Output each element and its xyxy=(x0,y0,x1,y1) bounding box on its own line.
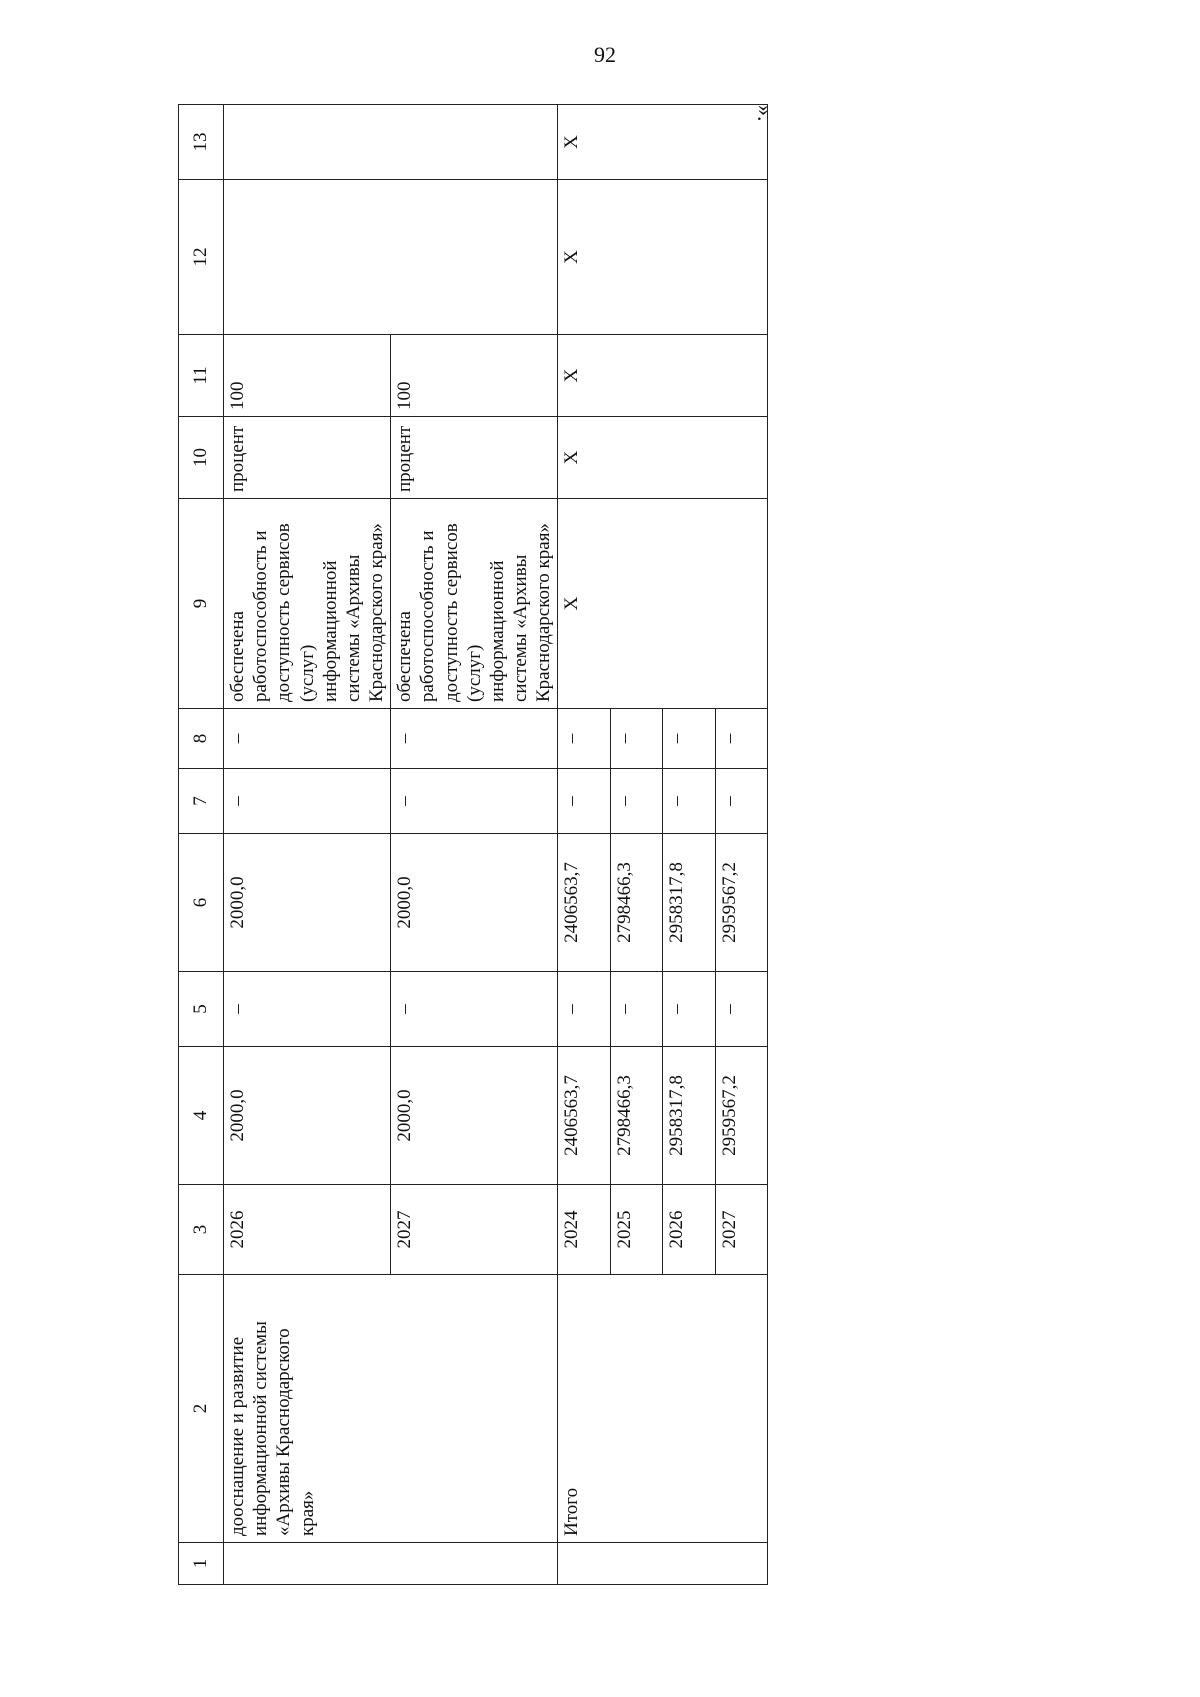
column-header: 3 xyxy=(179,1185,224,1275)
column-header: 7 xyxy=(179,769,224,834)
value-cell: – xyxy=(610,972,662,1047)
total-cell: 2406563,7 xyxy=(558,1047,610,1185)
total-cell: 2798466,3 xyxy=(610,1047,662,1185)
total-cell: 2000,0 xyxy=(224,1047,391,1185)
total-cell: 2000,0 xyxy=(391,1047,558,1185)
not-applicable-cell: Х xyxy=(558,335,768,417)
empty-cell xyxy=(224,105,558,180)
value-cell: – xyxy=(224,972,391,1047)
indicator-value-cell: 100 xyxy=(224,335,391,417)
column-header: 2 xyxy=(179,1275,224,1543)
value-cell: – xyxy=(663,709,715,769)
header-row xyxy=(179,105,224,1585)
value-cell: – xyxy=(224,709,391,769)
value-cell: – xyxy=(558,972,610,1047)
not-applicable-cell: Х xyxy=(558,499,768,709)
column-header: 6 xyxy=(179,834,224,972)
total-cell: 2959567,2 xyxy=(715,1047,767,1185)
result-cell: обеспечена работоспособность и доступность сервисов (услуг) информационной системы «Архивы Краснодарского края» xyxy=(224,499,391,709)
value-cell: – xyxy=(224,769,391,834)
empty-cell xyxy=(224,180,558,335)
value-cell: 2406563,7 xyxy=(558,834,610,972)
value-cell: – xyxy=(391,769,558,834)
total-cell: 2958317,8 xyxy=(663,1047,715,1185)
value-cell: – xyxy=(715,769,767,834)
year-cell: 2027 xyxy=(391,1185,558,1275)
not-applicable-cell: Х xyxy=(558,105,768,180)
closing-quote: ». xyxy=(753,105,778,122)
total-label-cell: Итого xyxy=(558,1275,768,1543)
result-cell: обеспечена работоспособность и доступность сервисов (услуг) информационной системы «Архивы Краснодарского края» xyxy=(391,499,558,709)
value-cell: – xyxy=(715,972,767,1047)
year-cell: 2027 xyxy=(715,1185,767,1275)
value-cell: 2798466,3 xyxy=(610,834,662,972)
not-applicable-cell: Х xyxy=(558,180,768,335)
column-header: 8 xyxy=(179,709,224,769)
not-applicable-cell: Х xyxy=(558,417,768,499)
value-cell: – xyxy=(663,769,715,834)
value-cell: – xyxy=(391,972,558,1047)
value-cell: – xyxy=(391,709,558,769)
table-row xyxy=(224,105,391,1585)
value-cell: 2958317,8 xyxy=(663,834,715,972)
value-cell: – xyxy=(715,709,767,769)
year-cell: 2026 xyxy=(224,1185,391,1275)
unit-cell: процент xyxy=(391,417,558,499)
total-row xyxy=(558,105,610,1585)
year-cell: 2026 xyxy=(663,1185,715,1275)
value-cell: 2959567,2 xyxy=(715,834,767,972)
column-header: 1 xyxy=(179,1543,224,1585)
year-cell: 2025 xyxy=(610,1185,662,1275)
event-name-cell: дооснащение и развитие информационной системы «Архивы Краснодарского края» xyxy=(224,1275,558,1543)
column-header: 13 xyxy=(179,105,224,180)
column-header: 9 xyxy=(179,499,224,709)
rotated-table-container xyxy=(178,105,768,1585)
unit-cell: процент xyxy=(224,417,391,499)
value-cell: – xyxy=(558,709,610,769)
value-cell: – xyxy=(610,769,662,834)
value-cell: – xyxy=(558,769,610,834)
value-cell: 2000,0 xyxy=(224,834,391,972)
year-cell: 2024 xyxy=(558,1185,610,1275)
column-header: 4 xyxy=(179,1047,224,1185)
row-number-cell xyxy=(558,1543,768,1585)
column-header: 10 xyxy=(179,417,224,499)
page-number: 92 xyxy=(594,42,616,67)
column-header: 11 xyxy=(179,335,224,417)
column-header: 12 xyxy=(179,180,224,335)
value-cell: – xyxy=(610,709,662,769)
column-header: 5 xyxy=(179,972,224,1047)
value-cell: 2000,0 xyxy=(391,834,558,972)
program-table xyxy=(178,104,768,1585)
row-number-cell xyxy=(224,1543,558,1585)
value-cell: – xyxy=(663,972,715,1047)
indicator-value-cell: 100 xyxy=(391,335,558,417)
